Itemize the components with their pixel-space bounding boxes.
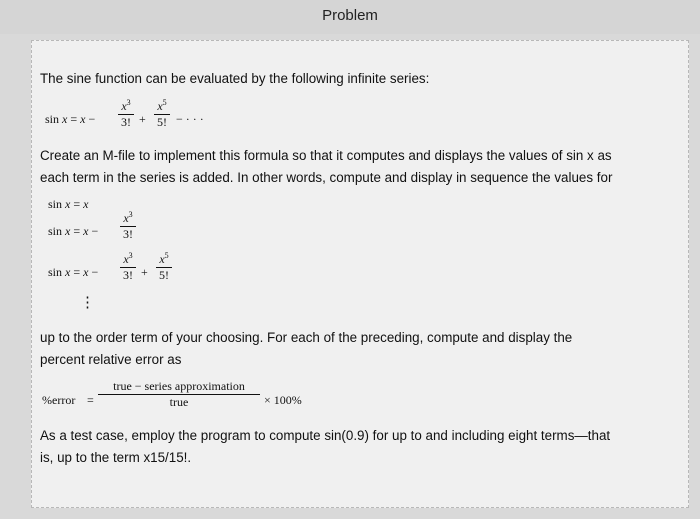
upto-line-2: percent relative error as xyxy=(40,352,182,367)
times-100: × 100% xyxy=(264,393,302,407)
body-line-2: each term in the series is added. In other words, compute and display in sequence the values for xyxy=(40,170,613,185)
upto-line-1: up to the order term of your choosing. For each of the preceding, compute and display the xyxy=(40,330,573,345)
test-line-2: is, up to the term x15/15!. xyxy=(40,450,192,465)
test-line-1: As a test case, employ the program to compute sin(0.9) for up to and including eight terms—that xyxy=(40,428,611,443)
ellipsis: − · · · xyxy=(176,112,204,126)
body-line-1: Create an M-file to implement this formula so that it computes and displays the values of sin x as xyxy=(40,148,612,163)
fraction-x5: $x^5$ 5! xyxy=(154,98,170,130)
vertical-dots: ⋮ xyxy=(80,295,95,311)
intro-text: The sine function can be evaluated by the following infinite series: xyxy=(40,71,430,86)
header-bar xyxy=(0,0,700,34)
sin-label: sin x = x − xyxy=(45,112,96,126)
error-label: %error xyxy=(42,393,76,407)
plus-sign: + xyxy=(139,112,146,126)
error-fraction: true − series approximation true xyxy=(98,379,260,410)
page-title: Problem xyxy=(322,7,378,24)
fraction-x3: $x^3$ 3! xyxy=(118,98,134,130)
